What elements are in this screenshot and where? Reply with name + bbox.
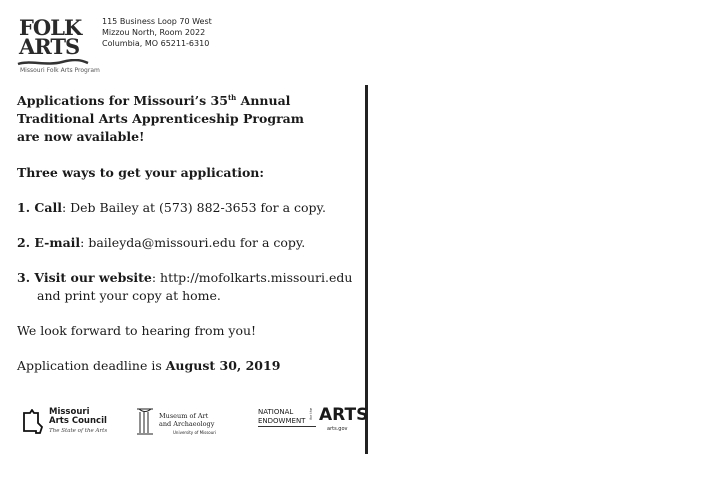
- item-continuation: and print your copy at home.: [37, 288, 221, 303]
- logo-brush-stroke-icon: [17, 59, 89, 67]
- museum-art-archaeology-logo: [135, 404, 230, 440]
- address-line: Mizzou North, Room 2022: [102, 28, 206, 37]
- nea-for-the: for the: [309, 408, 313, 420]
- logo-folk-text: FOLK: [19, 15, 82, 40]
- headline-text: Annual: [236, 93, 291, 108]
- folk-arts-logo: [17, 15, 100, 79]
- missouri-arts-council-logo: [22, 404, 107, 440]
- item-label: 2. E-mail: [17, 235, 81, 250]
- nea-arts: ARTS: [319, 405, 369, 425]
- nea-url: arts.gov: [327, 426, 348, 432]
- return-address: [102, 16, 212, 49]
- list-item: [17, 199, 362, 217]
- closing-text: We look forward to hearing from you!: [17, 323, 257, 338]
- nea-logo: [258, 405, 369, 439]
- mac-name: Arts Council: [49, 416, 107, 426]
- headline-ordinal: th: [227, 93, 237, 102]
- list-item: [17, 234, 362, 252]
- logo-arts-text: ARTS: [19, 34, 80, 59]
- mac-tagline: The State of the Arts: [49, 428, 108, 434]
- deadline-date: August 30, 2019: [165, 358, 281, 373]
- headline-text: Traditional Arts Apprenticeship Program: [17, 111, 304, 126]
- item-label: 1. Call: [17, 200, 62, 215]
- missouri-state-icon: [22, 409, 44, 435]
- item-label: 3. Visit our website: [17, 270, 152, 285]
- nea-name: NATIONAL: [258, 408, 294, 416]
- nea-name: ENDOWMENT: [258, 417, 306, 425]
- maa-name: Museum of Art: [159, 412, 209, 420]
- website-link[interactable]: : http://mofolkarts.missouri.edu: [151, 270, 353, 285]
- postcard-message: [17, 92, 362, 375]
- deadline-label: Application deadline is: [17, 358, 166, 373]
- maa-university: University of Missouri: [173, 430, 217, 435]
- headline-text: are now available!: [17, 129, 145, 144]
- list-item: [17, 269, 362, 305]
- headline-text: Applications for Missouri’s 35: [17, 93, 228, 108]
- deadline: [17, 357, 362, 375]
- column-icon: [135, 406, 155, 436]
- vertical-divider: [365, 85, 368, 454]
- subheading: Three ways to get your application:: [17, 165, 265, 180]
- mac-name: Missouri: [49, 407, 90, 417]
- logo-tagline: Missouri Folk Arts Program: [20, 67, 100, 74]
- item-text: : Deb Bailey at (573) 882-3653 for a copy.: [61, 200, 326, 215]
- email-link[interactable]: : baileyda@missouri.edu for a copy.: [80, 235, 306, 250]
- nea-rule: [258, 426, 316, 427]
- headline: [17, 92, 362, 146]
- maa-name: and Archaeology: [159, 420, 215, 428]
- address-line: Columbia, MO 65211-6310: [102, 39, 210, 48]
- address-line: 115 Business Loop 70 West: [102, 17, 212, 26]
- partner-logos: [22, 402, 369, 442]
